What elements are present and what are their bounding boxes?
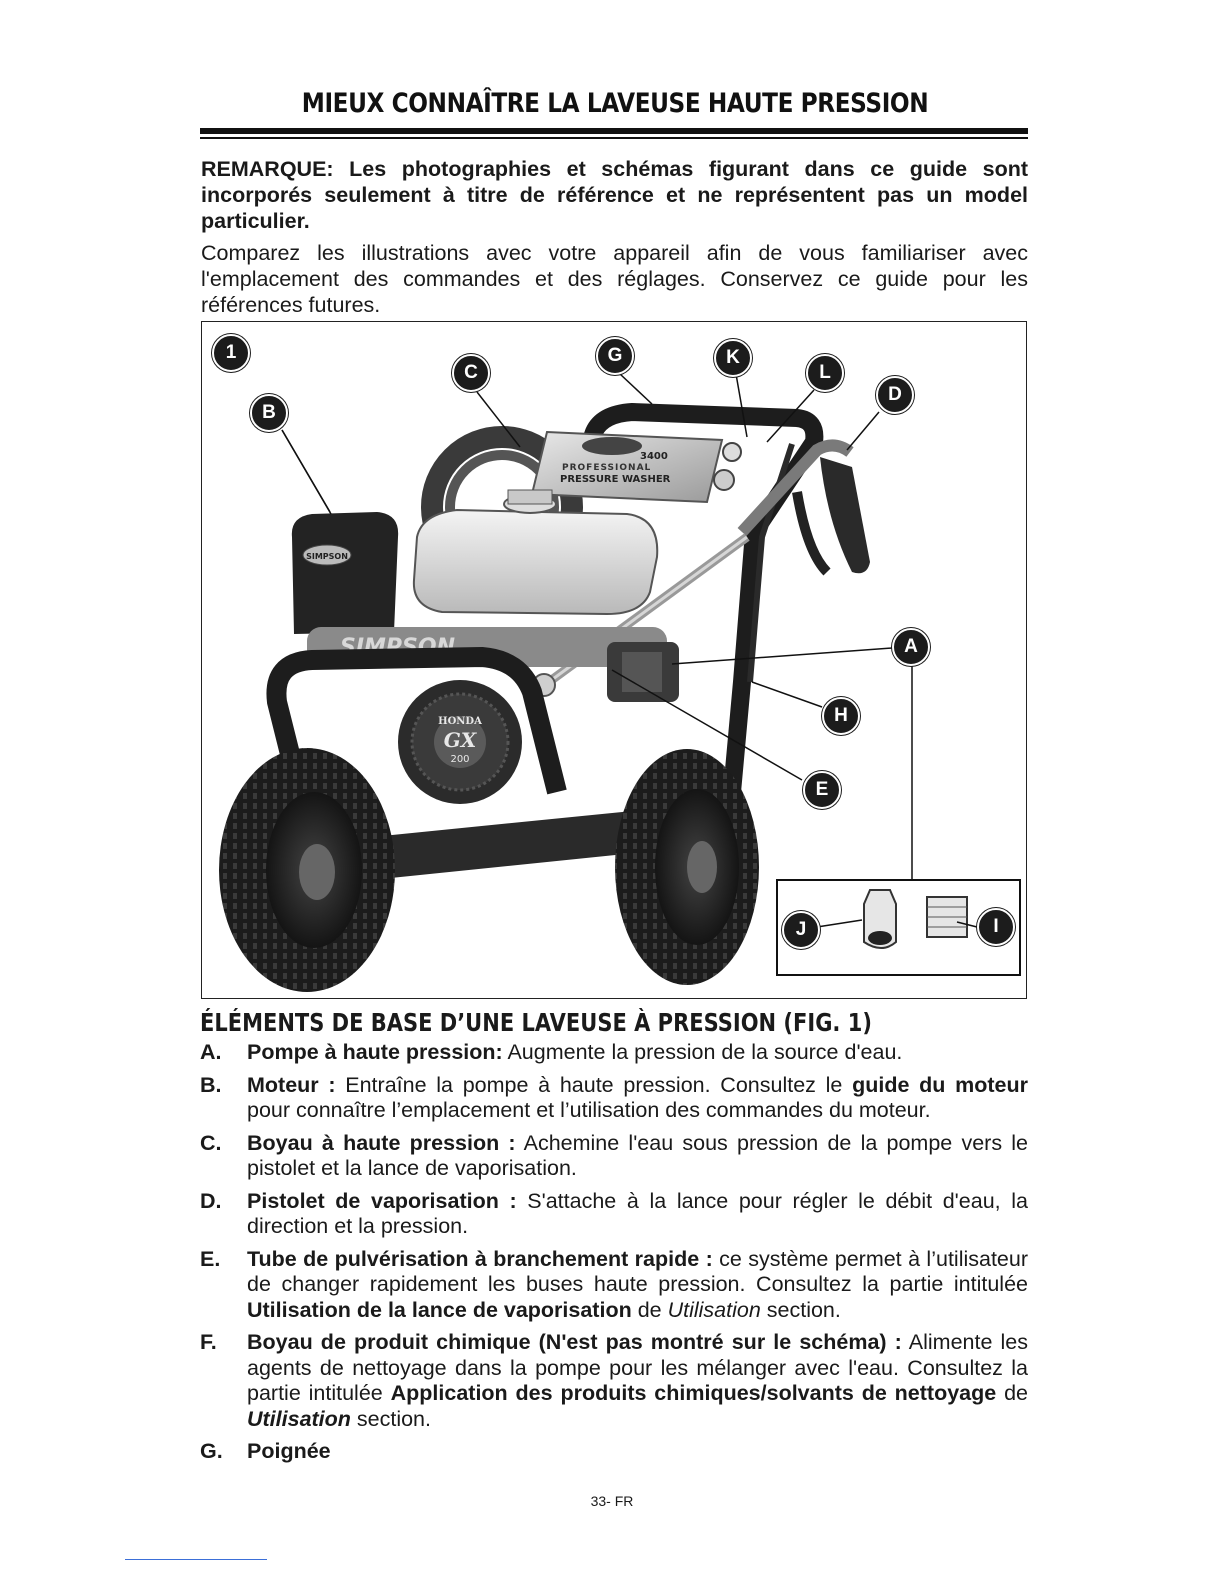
item-bold-italic: Utilisation — [247, 1406, 351, 1431]
item-text: section. — [760, 1297, 841, 1322]
item-text: Alimente les agents de nettoyage dans la pompe pour les mélanger avec l'eau. Consultez la partie intitulée — [247, 1330, 1028, 1405]
item-letter: G. — [200, 1439, 223, 1463]
title-rule-thin — [200, 137, 1028, 139]
title-rule-thick — [200, 128, 1028, 134]
callout-d: D — [876, 376, 914, 414]
engine-cover — [292, 512, 398, 634]
item-letter: D. — [200, 1188, 222, 1213]
callout-g: G — [596, 337, 634, 375]
item-text: de — [631, 1297, 668, 1322]
item-text: Entraîne la pompe à haute pression. Consultez le — [335, 1072, 853, 1097]
panel-text-pressure-washer: PRESSURE WASHER — [560, 474, 671, 485]
item-letter: E. — [200, 1246, 221, 1271]
item-letter: C. — [200, 1130, 222, 1155]
item-term: Moteur : — [247, 1072, 336, 1097]
item-text: S'attache à la lance pour régler le débit d'eau, la direction et la pression. — [247, 1188, 1028, 1238]
callout-j: J — [782, 911, 820, 949]
item-term: Boyau à haute pression : — [247, 1130, 516, 1155]
definition-list — [200, 1040, 1028, 1472]
item-text: ce système permet à l’utilisateur de changer rapidement les buses haute pression. Consultez la partie intitulée — [247, 1246, 1029, 1296]
list-item-c — [200, 1131, 1028, 1182]
item-term: Boyau de produit chimique (N'est pas montré sur le schéma) : — [247, 1330, 902, 1354]
item-letter: B. — [200, 1072, 222, 1097]
list-item-g — [200, 1439, 1028, 1465]
footer-line — [125, 1559, 267, 1560]
item-text: pour connaître l’emplacement et l’utilisation des commandes du moteur. — [247, 1098, 931, 1122]
item-text: section. — [350, 1406, 431, 1431]
figure-number-badge: 1 — [212, 334, 250, 372]
engine-brand-label: SIMPSON — [340, 635, 456, 660]
item-emphasis: Utilisation de la lance de vaporisation — [247, 1297, 632, 1322]
panel-text-model: 3400 — [640, 451, 668, 462]
engine-label-honda: HONDA — [438, 716, 482, 727]
item-emphasis: Application des produits chimiques/solvants de nettoyage — [390, 1381, 997, 1405]
item-text: Achemine l'eau sous pression de la pompe vers le pistolet et la lance de vaporisation. — [247, 1130, 1029, 1180]
engine-label-gx: GX — [443, 728, 477, 752]
list-item-d — [200, 1189, 1028, 1240]
fuel-tank — [414, 510, 657, 614]
cover-brand-label: SIMPSON — [306, 552, 348, 561]
item-term: Pompe à haute pression: — [247, 1040, 503, 1064]
callout-b: B — [250, 394, 288, 432]
callout-i: I — [977, 908, 1015, 946]
item-letter: A. — [200, 1040, 222, 1064]
callout-a: A — [892, 628, 930, 666]
item-italic: Utilisation — [667, 1297, 761, 1322]
item-term: Tube de pulvérisation à branchement rapide : — [247, 1246, 713, 1271]
page-title: MIEUX CONNAÎTRE LA LAVEUSE HAUTE PRESSION — [301, 88, 929, 119]
callout-k: K — [714, 339, 752, 377]
page-number: 33- FR — [590, 1493, 634, 1509]
figure-pressure-washer — [201, 321, 1027, 999]
panel-text-professional: PROFESSIONAL — [562, 463, 652, 473]
item-emphasis: guide du moteur — [852, 1072, 1028, 1097]
item-term: Pistolet de vaporisation : — [247, 1188, 517, 1213]
spray-gun-grip — [820, 457, 870, 573]
callout-c: C — [452, 354, 490, 392]
list-item-e — [200, 1247, 1028, 1324]
item-text: de — [996, 1381, 1028, 1405]
engine-label-200: 200 — [450, 754, 470, 765]
list-item-f — [200, 1330, 1028, 1432]
item-term: Poignée — [247, 1439, 331, 1463]
list-item-b — [200, 1073, 1028, 1124]
section-heading: ÉLÉMENTS DE BASE D’UNE LAVEUSE À PRESSION (FIG. 1) — [200, 1008, 872, 1037]
callout-e: E — [803, 771, 841, 809]
callout-l: L — [806, 354, 844, 392]
item-text: Augmente la pression de la source d'eau. — [502, 1040, 903, 1064]
callout-h: H — [822, 697, 860, 735]
intro-paragraph: Comparez les illustrations avec votre appareil afin de vous familiariser avec l'emplacement des commandes et des réglages. Conservez ce guide pour les références futures. — [201, 241, 1028, 317]
item-letter: F. — [200, 1330, 217, 1354]
note-paragraph: REMARQUE: Les photographies et schémas figurant dans ce guide sont incorporés seulement à titre de référence et ne représentent pas un model particulier. — [201, 157, 1028, 233]
list-item-a — [200, 1040, 1028, 1066]
